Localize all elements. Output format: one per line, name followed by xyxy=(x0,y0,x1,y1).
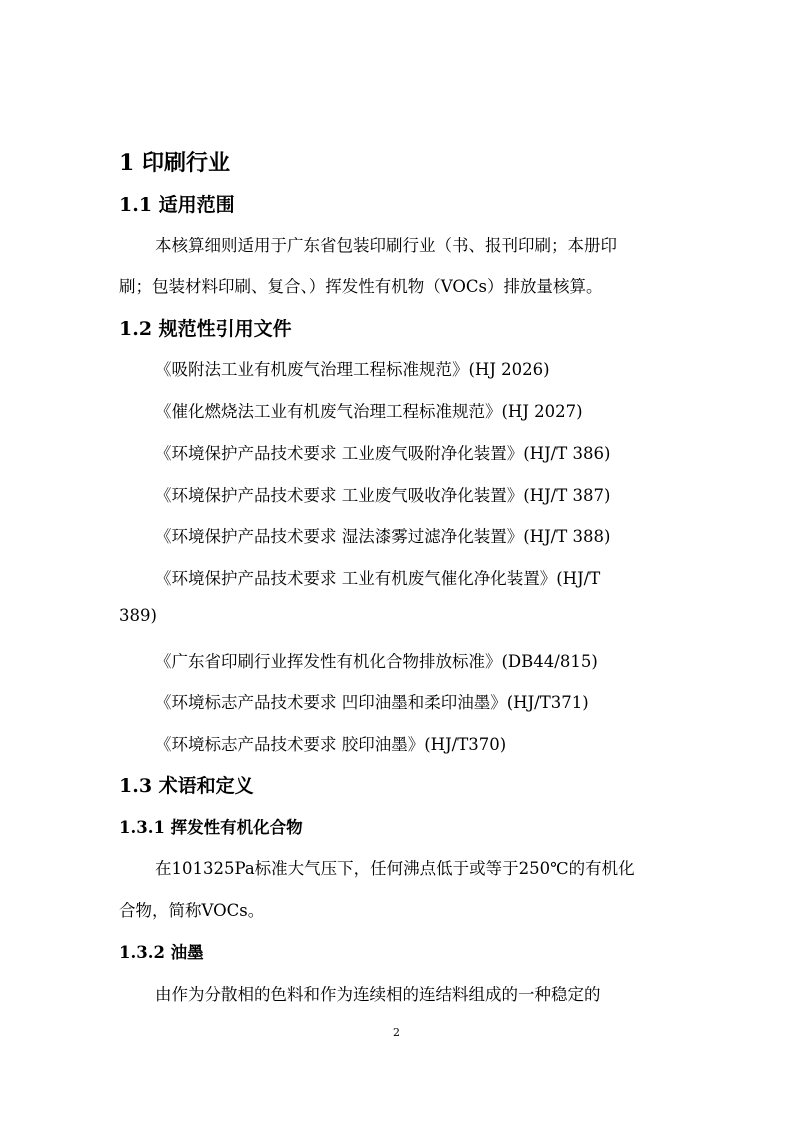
section-heading-1-3: 1.3 术语和定义 xyxy=(119,775,254,797)
reference-item: 《环境标志产品技术要求 凹印油墨和柔印油墨》(HJ/T371) xyxy=(155,693,589,712)
page-number: 2 xyxy=(393,1026,400,1039)
subsection-heading-1-3-1: 1.3.1 挥发性有机化合物 xyxy=(119,818,303,837)
section-heading-1-1: 1.1 适用范围 xyxy=(119,194,235,216)
paragraph-line: 刷；包装材料印刷、复合、）挥发性有机物（VOCs）排放量核算。 xyxy=(119,277,603,296)
reference-item: 《吸附法工业有机废气治理工程标准规范》(HJ 2026) xyxy=(155,360,550,379)
reference-item: 《环境保护产品技术要求 湿法漆雾过滤净化装置》(HJ/T 388) xyxy=(155,527,611,546)
paragraph-line: 在101325Pa标准大气压下，任何沸点低于或等于250℃的有机化 xyxy=(155,859,635,878)
chapter-heading: 1 印刷行业 xyxy=(119,150,230,176)
reference-item: 《广东省印刷行业挥发性有机化合物排放标准》(DB44/815) xyxy=(155,652,598,671)
reference-item-continued: 389) xyxy=(119,606,157,625)
paragraph-line: 合物，简称VOCs。 xyxy=(119,901,265,920)
reference-item: 《环境标志产品技术要求 胶印油墨》(HJ/T370) xyxy=(155,735,507,754)
reference-item: 《催化燃烧法工业有机废气治理工程标准规范》(HJ 2027) xyxy=(155,402,583,421)
reference-item: 《环境保护产品技术要求 工业废气吸附净化装置》(HJ/T 386) xyxy=(155,444,611,463)
paragraph-line: 本核算细则适用于广东省包装印刷行业（书、报刊印刷；本册印 xyxy=(155,236,617,255)
reference-item: 《环境保护产品技术要求 工业废气吸收净化装置》(HJ/T 387) xyxy=(155,486,611,505)
paragraph-line: 由作为分散相的色料和作为连续相的连结料组成的一种稳定的 xyxy=(155,985,601,1004)
reference-item: 《环境保护产品技术要求 工业有机废气催化净化装置》(HJ/T xyxy=(155,569,601,588)
section-heading-1-2: 1.2 规范性引用文件 xyxy=(119,318,292,340)
subsection-heading-1-3-2: 1.3.2 油墨 xyxy=(119,943,204,962)
